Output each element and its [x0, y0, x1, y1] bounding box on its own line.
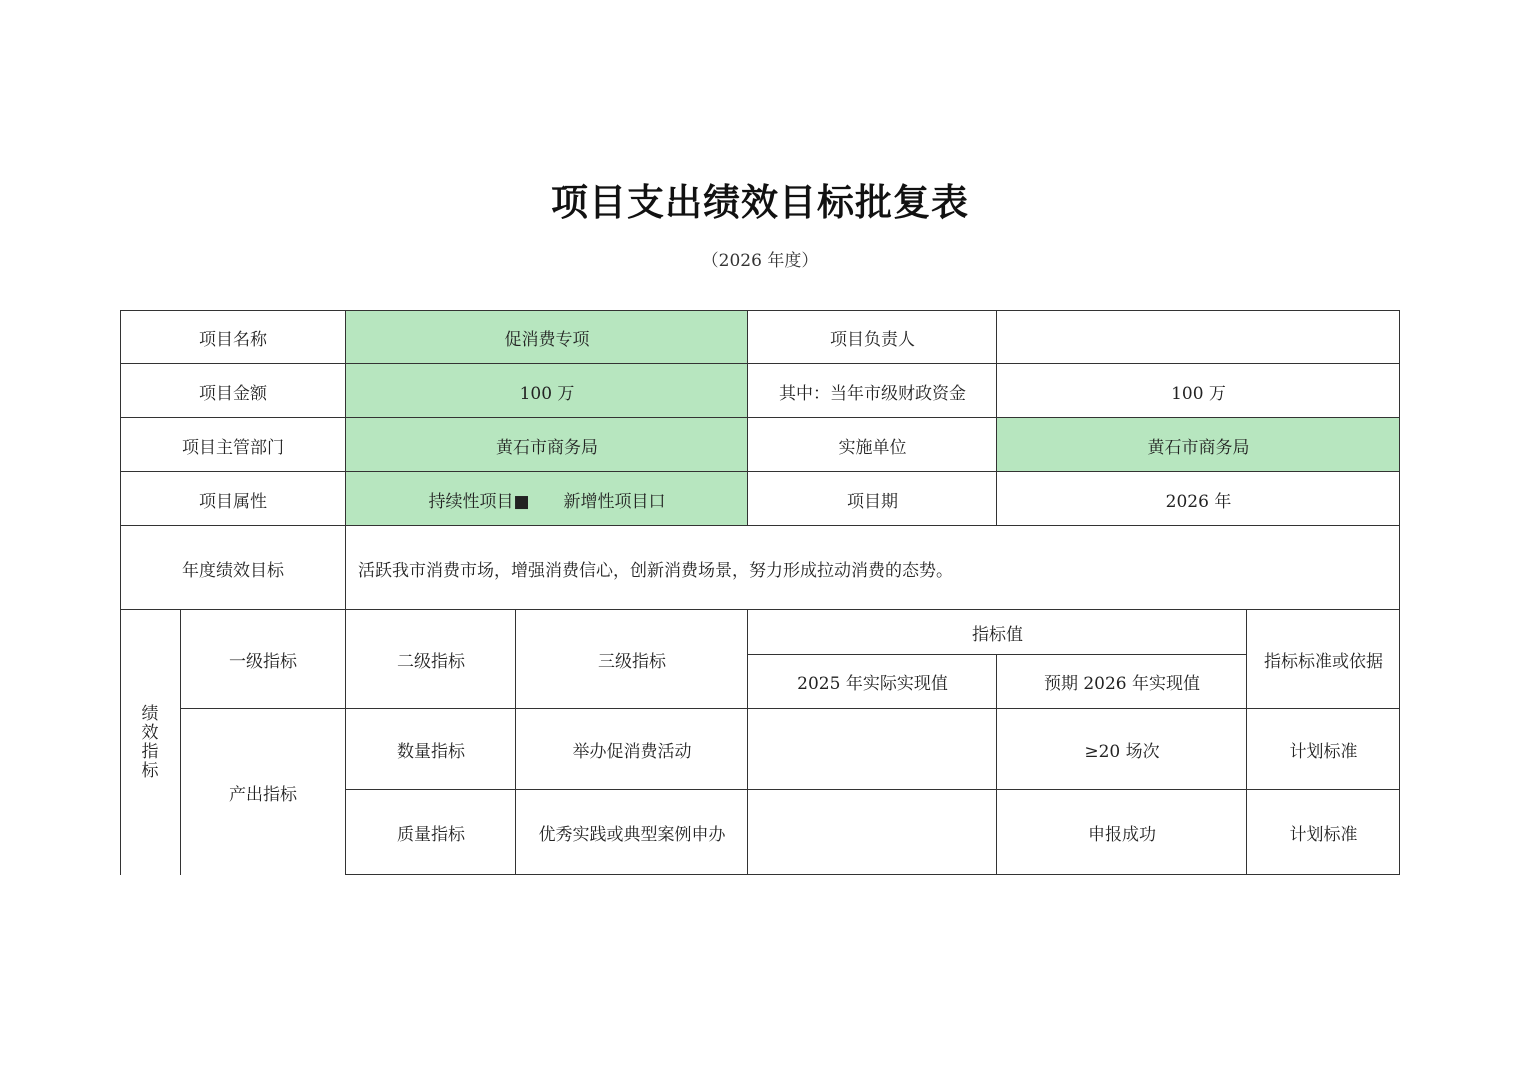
row1-level2: 数量指标	[397, 742, 465, 762]
grid-line	[515, 609, 516, 875]
attr-value[interactable]	[346, 472, 748, 526]
project-owner-label: 项目负责人	[830, 329, 915, 350]
grid-line	[180, 708, 1400, 709]
grid-line	[120, 525, 1400, 526]
indicators-side-label	[120, 610, 180, 875]
grid-line	[120, 471, 1400, 472]
grid-line	[345, 310, 346, 875]
grid-line	[120, 363, 1400, 364]
header-level1: 一级指标	[229, 652, 297, 672]
grid-line	[747, 609, 748, 875]
goal-label: 年度绩效目标	[182, 560, 284, 581]
project-name-value[interactable]: 促消费专项	[346, 310, 748, 364]
period-label: 项目期	[847, 491, 898, 512]
grid-line	[1399, 310, 1400, 875]
side-char-1: 绩	[141, 703, 159, 724]
row2-actual-2025[interactable]	[748, 790, 997, 875]
document-title: 项目支出绩效目标批复表	[551, 181, 969, 224]
output-indicator-label: 产出指标	[229, 784, 297, 805]
impl-value[interactable]: 黄石市商务局	[997, 418, 1400, 472]
row2-expected-2026[interactable]: 申报成功	[1088, 825, 1156, 845]
attr-new-checkbox[interactable]: 新增性项目口	[563, 491, 666, 512]
header-level2: 二级指标	[397, 652, 465, 672]
grid-line	[180, 609, 181, 875]
dept-label: 项目主管部门	[182, 437, 284, 458]
city-fund-value[interactable]: 100 万	[1171, 383, 1226, 404]
side-char-2: 效	[141, 722, 159, 743]
header-expected-2026: 预期 2026 年实现值	[1043, 674, 1201, 694]
grid-line	[747, 310, 748, 526]
row1-level3: 举办促消费活动	[572, 742, 692, 762]
row2-level2: 质量指标	[397, 825, 465, 845]
grid-line	[120, 417, 1400, 418]
header-standard: 指标标准或依据	[1264, 652, 1383, 672]
amount-value[interactable]: 100 万	[346, 364, 748, 418]
impl-label: 实施单位	[838, 437, 907, 458]
period-value[interactable]: 2026 年	[1165, 491, 1232, 512]
header-level3: 三级指标	[598, 652, 666, 672]
grid-line	[346, 874, 1400, 875]
grid-line	[747, 654, 1247, 655]
side-char-3: 指	[141, 741, 159, 762]
side-char-4: 标	[141, 760, 159, 781]
grid-line	[120, 310, 121, 875]
project-owner-value[interactable]	[997, 310, 1400, 364]
dept-value[interactable]: 黄石市商务局	[346, 418, 748, 472]
header-value: 指标值	[972, 624, 1023, 645]
row1-standard[interactable]: 计划标准	[1289, 742, 1358, 762]
header-actual-2025: 2025 年实际实现值	[797, 674, 948, 694]
goal-value[interactable]: 活跃我市消费市场，增强消费信心，创新消费场景，努力形成拉动消费的态势。	[358, 560, 953, 581]
row2-level3: 优秀实践或典型案例申办	[538, 825, 726, 845]
attr-label: 项目属性	[199, 491, 267, 512]
row2-standard[interactable]: 计划标准	[1289, 825, 1358, 845]
grid-line	[1246, 609, 1247, 875]
amount-label: 项目金额	[199, 383, 267, 404]
grid-line	[346, 789, 1400, 790]
row1-expected-2026[interactable]: ≥20 场次	[1084, 742, 1160, 762]
row1-actual-2025[interactable]	[748, 709, 997, 790]
project-name-label: 项目名称	[199, 329, 267, 350]
grid-line	[120, 310, 1400, 311]
attr-continuing-checkbox[interactable]: 持续性项目■	[428, 491, 530, 512]
city-fund-label: 其中：当年市级财政资金	[779, 383, 966, 404]
grid-line	[996, 310, 997, 526]
grid-line	[996, 654, 997, 875]
grid-line	[120, 609, 1400, 610]
document-subtitle: （2026 年度）	[701, 251, 819, 271]
